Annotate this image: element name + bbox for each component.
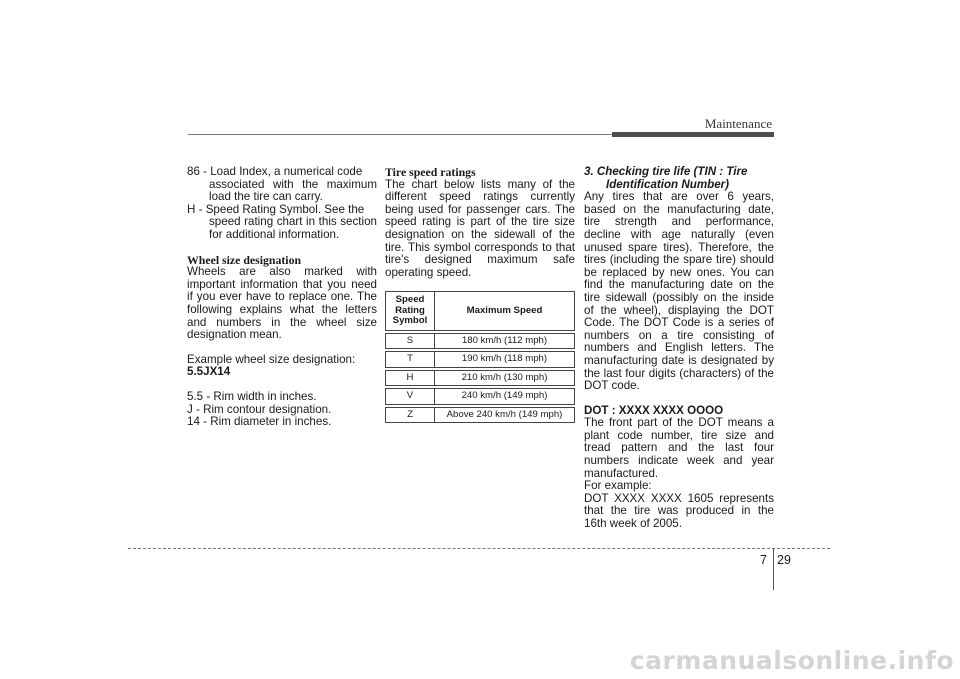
table-cell-speed: 190 km/h (118 mph) <box>434 351 575 368</box>
tire-speed-paragraph: The chart below lists many of the different speed ratings currently being used for passenger cars. The speed rating is part of the tire size designation on the sidewall of the tire. This symbol corresponds to that tire's designed maximum safe operating speed. <box>385 177 575 279</box>
section-title: Maintenance <box>704 116 772 131</box>
example-label: Example wheel size designation: <box>187 352 356 366</box>
table-cell-symbol: Z <box>385 407 434 424</box>
tire-life-paragraph: Any tires that are over 6 years, based on the manufacturing date, tire strength and performance, decline with age naturally (even unused spare tires). Therefore, the tires (including the spare tire) should be replaced by new ones. You can find the manufacturing date on the tire sidewall (possibly on the inside of the wheel), displaying the DOT Code. The DOT Code is a series of numbers on a tire consisting of numbers and English letters. The manufacturing date is designated by the last four digits (characters) of the DOT code. <box>584 190 774 393</box>
page-number: 29 <box>777 553 791 567</box>
table-cell-symbol: T <box>385 351 434 368</box>
watermark: carmanualsonline.info <box>629 646 954 675</box>
table-cell-symbol: H <box>385 370 434 387</box>
column-2 <box>385 166 575 425</box>
column-1 <box>187 166 377 429</box>
table-cell-symbol: S <box>385 333 434 350</box>
tire-speed-heading: Tire speed ratings <box>385 165 476 179</box>
table-row <box>385 407 575 424</box>
wheel-size-paragraph: Wheels are also marked with important information that you need if you ever have to replace one. The following explains what the letters and numbers in the wheel size designation mean. <box>187 265 377 342</box>
speed-rating-table <box>385 289 575 425</box>
list-text: Speed Rating Symbol. See the <box>205 202 365 216</box>
tin-heading: 3. Checking tire life (TIN : Tire <box>584 165 748 178</box>
table-cell-speed: 180 km/h (112 mph) <box>434 333 575 350</box>
table-row <box>385 333 575 350</box>
table-cell-speed: Above 240 km/h (149 mph) <box>434 407 575 424</box>
speed-column-header: Maximum Speed <box>434 291 575 331</box>
header-rule <box>188 134 612 135</box>
page-number-divider <box>773 548 774 590</box>
example-value: 5.5JX14 <box>187 365 231 379</box>
footer-dashed-rule <box>128 548 830 549</box>
list-key: H - <box>187 202 206 216</box>
table-row <box>385 388 575 405</box>
table-row <box>385 351 575 368</box>
rim-width-line: 5.5 - Rim width in inches. <box>187 389 317 403</box>
column-3 <box>584 166 774 531</box>
symbol-column-header: Speed Rating Symbol <box>385 291 434 331</box>
wheel-size-heading: Wheel size designation <box>187 252 302 267</box>
example-text: DOT XXXX XXXX 1605 represents that the tire was produced in the 16th week of 2005. <box>584 491 774 531</box>
list-key: 86 - <box>187 165 211 178</box>
dot-explanation-paragraph: The front part of the DOT means a plant code number, tire size and tread pattern and the last four numbers indicate week and year manufactured. <box>584 416 774 480</box>
table-cell-speed: 240 km/h (149 mph) <box>434 388 575 405</box>
table-cell-speed: 210 km/h (130 mph) <box>434 370 575 387</box>
tin-heading-continued: Identification Number) <box>606 177 730 191</box>
load-index-item <box>187 166 377 179</box>
list-text-continued: associated with the maximum load the tire can carry. <box>209 177 377 204</box>
table-header-row <box>385 291 575 331</box>
example-label: For example: <box>584 479 652 493</box>
table-cell-symbol: V <box>385 388 434 405</box>
list-text-continued: speed rating chart in this section for additional information. <box>209 215 377 241</box>
rim-diameter-line: 14 - Rim diameter in inches. <box>187 415 332 429</box>
chapter-number: 7 <box>760 553 767 567</box>
list-text: Load Index, a numerical code <box>210 165 363 178</box>
header-rule-accent <box>612 132 774 137</box>
dot-code-format: DOT : XXXX XXXX OOOO <box>584 403 724 417</box>
table-row <box>385 370 575 387</box>
rim-contour-line: J - Rim contour designation. <box>187 402 332 416</box>
